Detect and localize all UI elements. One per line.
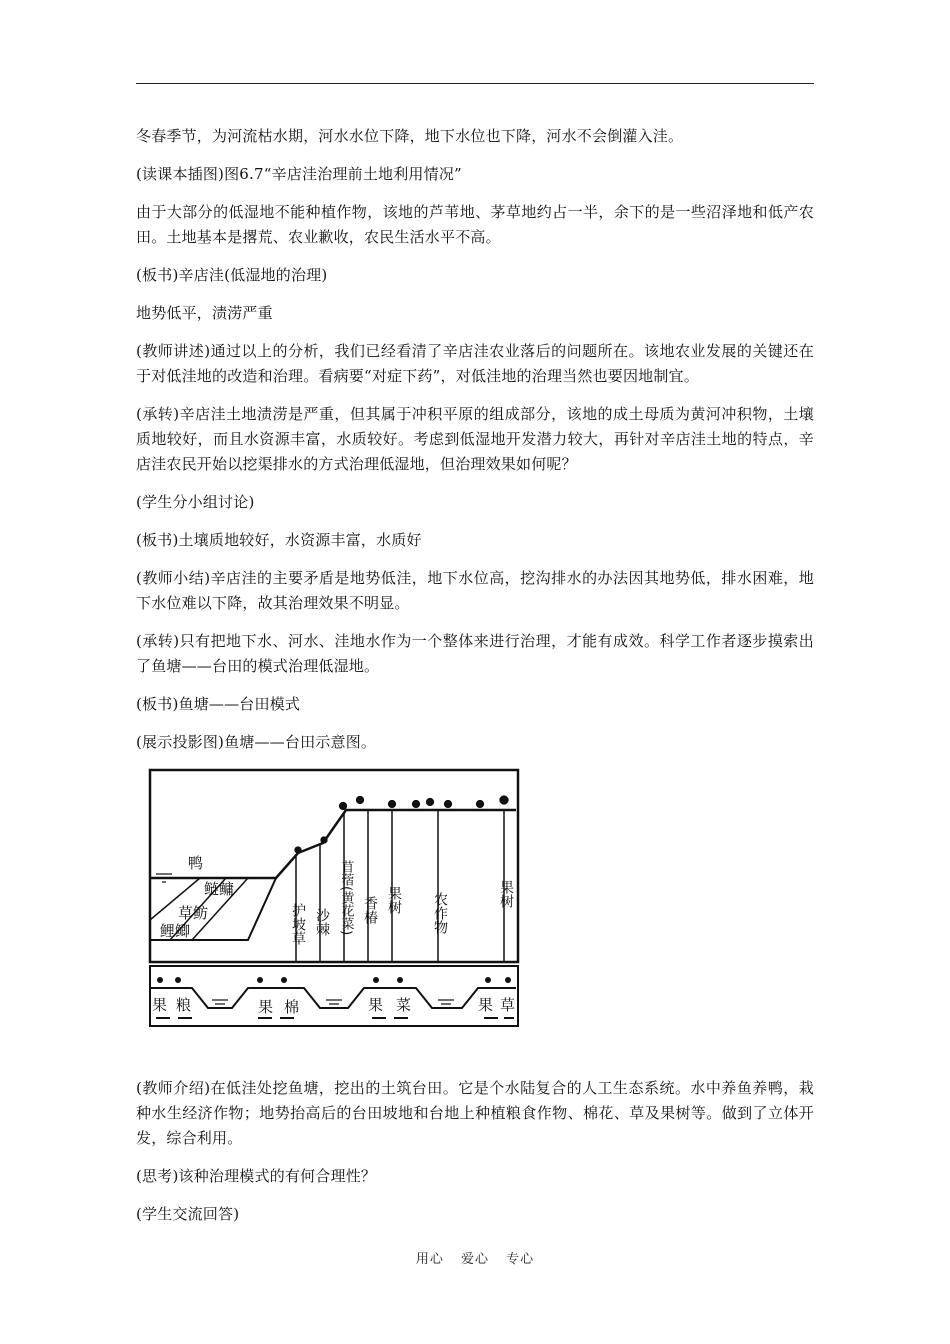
fishpond-terrace-diagram — [148, 768, 532, 1030]
lower-plant-icon — [157, 977, 511, 983]
bottom-label: 菜 — [396, 996, 412, 1014]
column-label: 果树 — [498, 880, 514, 908]
lower-terrace-profile — [150, 988, 516, 1008]
bottom-label: 果 — [368, 996, 384, 1014]
terrain-profile — [150, 810, 516, 878]
paragraph: (展示投影图)鱼塘——台田示意图。 — [136, 733, 377, 751]
lower-water-icon — [212, 1000, 454, 1004]
bottom-label: 果 — [258, 998, 274, 1016]
column-label: 果树 — [386, 886, 402, 914]
paragraph: (板书)鱼塘——台田模式 — [136, 695, 301, 713]
column-label: 农作物 — [432, 892, 448, 934]
paragraph: (承转)辛店洼土地渍涝是严重，但其属于冲积平原的组成部分，该地的成土母质为黄河冲积物，土壤质地较好，而且水资源丰富，水质较好。考虑到低湿地开发潜力较大，再针对辛店洼土地的特点，辛店洼农民开始以挖渠排水的方式治理低湿地，但治理效果如何呢？ — [136, 405, 814, 473]
paragraph: (板书)辛店洼(低湿地的治理) — [136, 266, 328, 284]
footer-text: 用心 — [415, 1252, 444, 1267]
pond-label: 鸭 — [188, 854, 204, 872]
column-label: 苜蓿(黄花菜) — [338, 860, 354, 936]
footer-text: 专心 — [506, 1252, 535, 1267]
paragraph: 由于大部分的低湿地不能种植作物，该地的芦苇地、茅草地约占一半，余下的是一些沼泽地和低产农田。土地基本是撂荒、农业歉收，农民生活水平不高。 — [136, 203, 814, 246]
column-label: 香椿 — [362, 896, 378, 924]
pond-label: 鲢鳙 — [204, 880, 235, 898]
paragraph: (读课本插图)图6.7“辛店洼治理前土地利用情况” — [136, 165, 462, 183]
bottom-label: 棉 — [284, 998, 300, 1016]
bottom-label: 粮 — [176, 996, 192, 1014]
paragraph: 地势低平，渍涝严重 — [136, 304, 273, 322]
plant-icon — [295, 796, 508, 853]
document-body — [136, 124, 814, 1240]
column-label: 沙棘 — [314, 908, 330, 936]
paragraph: (板书)土壤质地较好，水资源丰富，水质好 — [136, 531, 422, 549]
upper-panel-frame — [150, 770, 518, 962]
paragraph: (教师小结)辛店洼的主要矛盾是地势低洼，地下水位高，挖沟排水的办法因其地势低，排水困难，地下水位难以下降，故其治理效果不明显。 — [136, 569, 814, 612]
page-footer — [0, 1248, 950, 1267]
paragraph: (学生交流回答) — [136, 1205, 240, 1223]
pond-label: 鲤鲫 — [160, 922, 191, 940]
footer-text: 爱心 — [460, 1252, 489, 1267]
paragraph: (学生分小组讨论) — [136, 493, 255, 511]
paragraph: (教师介绍)在低洼处挖鱼塘，挖出的土筑台田。它是个水陆复合的人工生态系统。水中养鱼养鸭，栽种水生经济作物；地势抬高后的台田坡地和台地上种植粮食作物、棉花、草及果树等。做到了立体开发，综合利用。 — [136, 1079, 814, 1147]
column-label: 护坡草 — [290, 903, 306, 945]
paragraph: (承转)只有把地下水、河水、洼地水作为一个整体来进行治理，才能有成效。科学工作者逐步摸索出了鱼塘——台田的模式治理低湿地。 — [136, 632, 814, 675]
bottom-label: 果 — [478, 996, 494, 1014]
pond-label: 草鲂 — [178, 904, 209, 922]
paragraph: 冬春季节，为河流枯水期，河水水位下降，地下水位也下降，河水不会倒灌入洼。 — [136, 127, 684, 145]
paragraph: (教师讲述)通过以上的分析，我们已经看清了辛店洼农业落后的问题所在。该地农业发展的关键还在于对低洼地的改造和治理。看病要“对症下药”，对低洼地的治理当然也要因地制宜。 — [136, 342, 814, 385]
paragraph: (思考)该种治理模式的有何合理性？ — [136, 1167, 377, 1185]
header-rule — [136, 83, 814, 84]
bottom-label: 果 — [152, 996, 168, 1014]
lower-panel-frame — [150, 966, 518, 1026]
bottom-label: 草 — [500, 996, 516, 1014]
